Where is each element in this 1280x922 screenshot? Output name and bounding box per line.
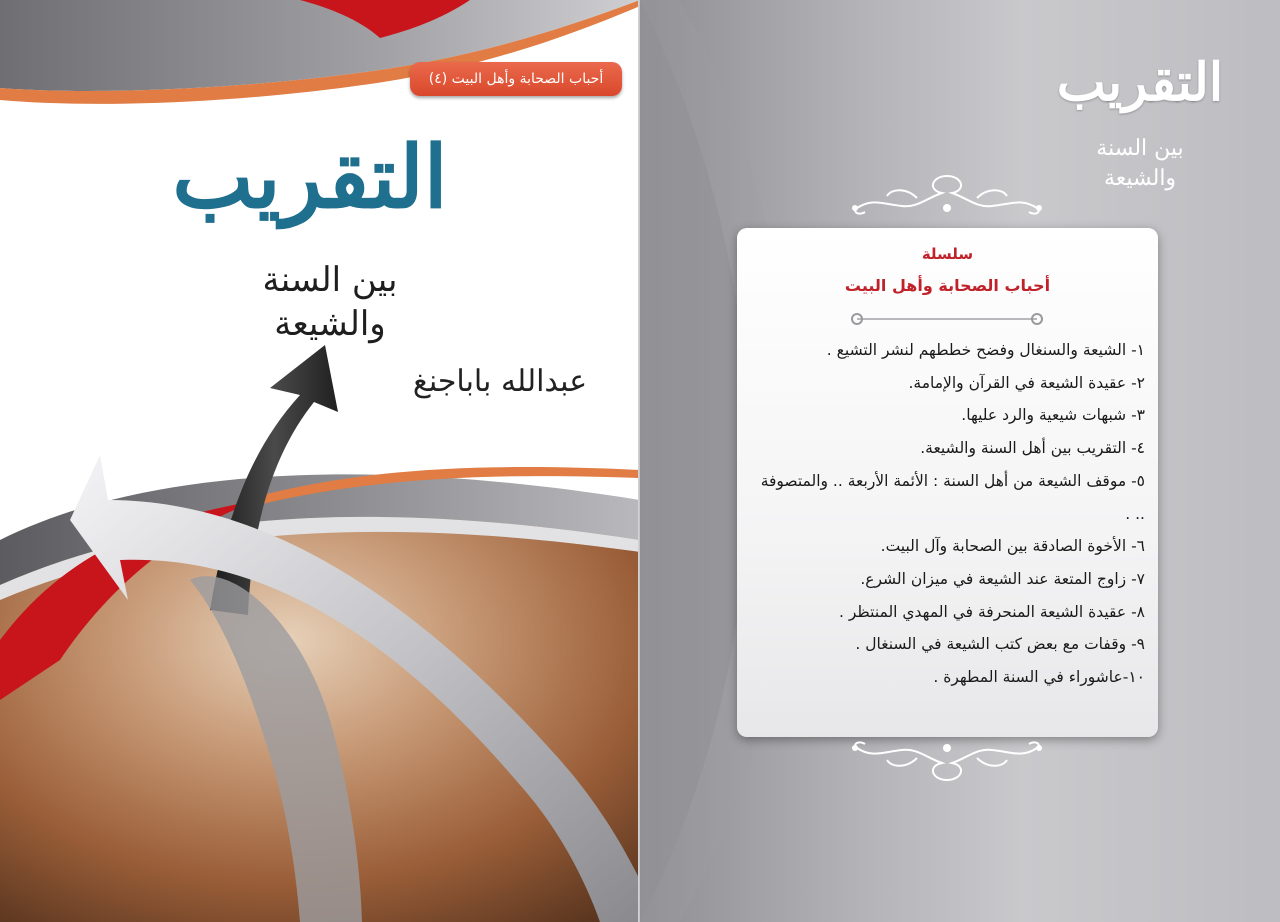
author-name: عبدالله باباجنغ bbox=[412, 364, 588, 399]
series-list-panel bbox=[737, 228, 1158, 737]
list-item: ٤- التقريب بين أهل السنة والشيعة. bbox=[920, 439, 1145, 458]
list-item: ٦- الأخوة الصادقة بين الصحابة وآل البيت. bbox=[880, 537, 1145, 556]
list-item: ٢- عقيدة الشيعة في القرآن والإمامة. bbox=[908, 373, 1145, 392]
list-item: ٥- موقف الشيعة من أهل السنة : الأئمة الأربعة .. والمتصوفة .. . bbox=[760, 471, 1145, 523]
list-item: ٩- وقفات مع بعض كتب الشيعة في السنغال . bbox=[855, 635, 1145, 654]
list-item: ٧- زاوج المتعة عند الشيعة في ميزان الشرع. bbox=[860, 569, 1145, 588]
list-item: ١- الشيعة والسنغال وفضح خططهم لنشر التشيع . bbox=[826, 341, 1145, 359]
series-name: أحباب الصحابة وأهل البيت bbox=[844, 276, 1051, 295]
list-item: ١٠-عاشوراء في السنة المطهرة . bbox=[933, 668, 1145, 687]
ornament-bottom-icon bbox=[847, 738, 1047, 788]
book-subtitle: بين السنة والشيعة bbox=[262, 260, 398, 344]
panel-divider-icon bbox=[847, 312, 1047, 326]
book-title: التقريب bbox=[172, 127, 448, 228]
list-item: ٣- شبهات شيعية والرد عليها. bbox=[961, 406, 1145, 425]
book-list bbox=[751, 334, 1145, 694]
series-badge: أحباب الصحابة وأهل البيت (٤) bbox=[410, 62, 622, 96]
back-book-subtitle: بين السنة والشيعة bbox=[1096, 136, 1184, 191]
ornament-top-icon bbox=[847, 168, 1047, 218]
back-book-title: التقريب bbox=[1056, 52, 1224, 113]
series-label: سلسلة bbox=[921, 245, 974, 263]
list-item: ٨- عقيدة الشيعة المنحرفة في المهدي المنتظر . bbox=[839, 602, 1145, 621]
